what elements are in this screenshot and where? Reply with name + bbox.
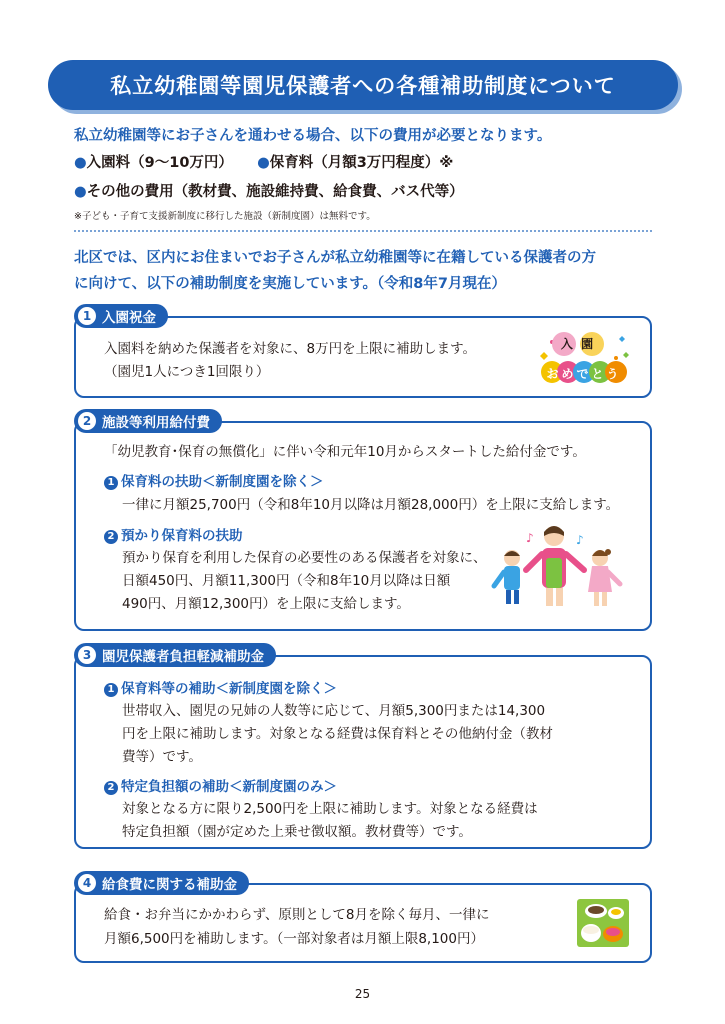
badge-bottom-text: おめでとう xyxy=(546,367,622,381)
section-2-sub-2-title: 預かり保育料の扶助 xyxy=(121,528,243,544)
section-4-title: 給食費に関する補助金 xyxy=(102,877,237,893)
section-4-line-2: 月額6,500円を補助します。（一部対象者は月額上限8,100円） xyxy=(104,931,484,947)
section-4-line-1: 給食・お弁当にかかわらず、原則として8月を除く毎月、一律に xyxy=(104,907,490,923)
intro-bullets-row2 xyxy=(74,180,464,201)
section-3-sub-2-title: 特定負担額の補助＜新制度園のみ＞ xyxy=(121,779,337,795)
dotted-divider xyxy=(74,230,652,232)
section-number: 3 xyxy=(78,646,96,664)
section-3-tag xyxy=(74,643,276,667)
sub-number-icon: 2 xyxy=(104,530,118,544)
section-number: 1 xyxy=(78,307,96,325)
section-2-sub-2-line-3: 490円、月額12,300円）を上限に支給します。 xyxy=(122,596,410,612)
kita-line-2: に向けて、以下の補助制度を実施しています。（令和8年7月現在） xyxy=(74,276,506,292)
section-3-sub-1-title: 保育料等の補助＜新制度園を除く＞ xyxy=(121,681,337,697)
section-3-sub-1-line-3: 費等）です。 xyxy=(122,749,202,765)
lunch-tray-icon xyxy=(576,897,630,949)
section-2-lead: 「幼児教育･保育の無償化」に伴い令和元年10月からスタートした給付金です。 xyxy=(104,444,586,460)
section-2-tag xyxy=(74,409,222,433)
section-3-title: 園児保護者負担軽減補助金 xyxy=(102,649,264,665)
section-1-tag xyxy=(74,304,168,328)
bullet-dot-icon: ● xyxy=(74,184,87,200)
congratulations-badge xyxy=(536,330,632,386)
section-3-sub-2-line-1: 対象となる方に限り2,500円を上限に補助します。対象となる経費は xyxy=(122,801,538,817)
section-1-line-1: 入園料を納めた保護者を対象に、8万円を上限に補助します。 xyxy=(104,341,477,357)
section-3-sub-2-heading xyxy=(104,775,337,795)
kita-line-1: 北区では、区内にお住まいでお子さんが私立幼稚園等に在籍している保護者の方 xyxy=(74,250,596,266)
sub-number-icon: 1 xyxy=(104,683,118,697)
sub-number-icon: 2 xyxy=(104,781,118,795)
page-title-banner xyxy=(48,60,678,110)
section-2-sub-2-line-2: 日額450円、月額11,300円（令和8年10月以降は日額 xyxy=(122,573,451,589)
intro-lead: 私立幼稚園等にお子さんを通わせる場合、以下の費用が必要となります。 xyxy=(74,128,552,144)
badge-top-text: 入 園 xyxy=(560,337,596,351)
section-1-line-2: （園児1人につき1回限り） xyxy=(104,364,270,380)
family-illustration-icon xyxy=(490,522,630,618)
section-1-title: 入園祝金 xyxy=(102,310,156,326)
sub-number-icon: 1 xyxy=(104,476,118,490)
section-2-sub-1-title: 保育料の扶助＜新制度園を除く＞ xyxy=(121,474,324,490)
bullet-other-costs: その他の費用（教材費、施設維持費、給食費、バス代等） xyxy=(86,184,464,200)
section-2-sub-1-heading xyxy=(104,470,324,490)
intro-bullets-row1 xyxy=(74,151,453,172)
section-3-sub-1-line-1: 世帯収入、園児の兄姉の人数等に応じて、月額5,300円または14,300 xyxy=(122,703,546,719)
section-number: 4 xyxy=(78,874,96,892)
section-4-tag xyxy=(74,871,249,895)
section-3-sub-2-line-2: 特定負担額（園が定めた上乗せ徴収額。教材費等）です。 xyxy=(122,824,472,840)
bullet-dot-icon: ● xyxy=(257,155,270,171)
svg-text:♪: ♪ xyxy=(576,533,584,547)
page-number: 25 xyxy=(354,987,371,1001)
intro-note: ※子ども・子育て支援新制度に移行した施設（新制度園）は無料です。 xyxy=(74,211,376,222)
section-2-sub-1-text: 一律に月額25,700円（令和8年10月以降は月額28,000円）を上限に支給します。 xyxy=(122,497,620,513)
section-3-sub-1-heading xyxy=(104,677,337,697)
section-2-title: 施設等利用給付費 xyxy=(102,415,210,431)
family-illustration xyxy=(490,522,630,618)
bullet-entrance-fee: 入園料（9～10万円） xyxy=(86,155,233,171)
section-3-sub-1-line-2: 円を上限に補助します。対象となる経費は保育料とその他納付金（教材 xyxy=(122,726,553,742)
school-lunch-illustration xyxy=(576,897,630,949)
page-title: 私立幼稚園等園児保護者への各種補助制度について xyxy=(110,74,616,98)
bullet-tuition: 保育料（月額3万円程度）※ xyxy=(269,155,454,171)
section-2-sub-2-line-1: 預かり保育を利用した保育の必要性のある保護者を対象に、 xyxy=(122,550,487,566)
svg-text:♪: ♪ xyxy=(526,531,534,545)
section-2-sub-2-heading xyxy=(104,524,243,544)
bullet-dot-icon: ● xyxy=(74,155,87,171)
section-number: 2 xyxy=(78,412,96,430)
